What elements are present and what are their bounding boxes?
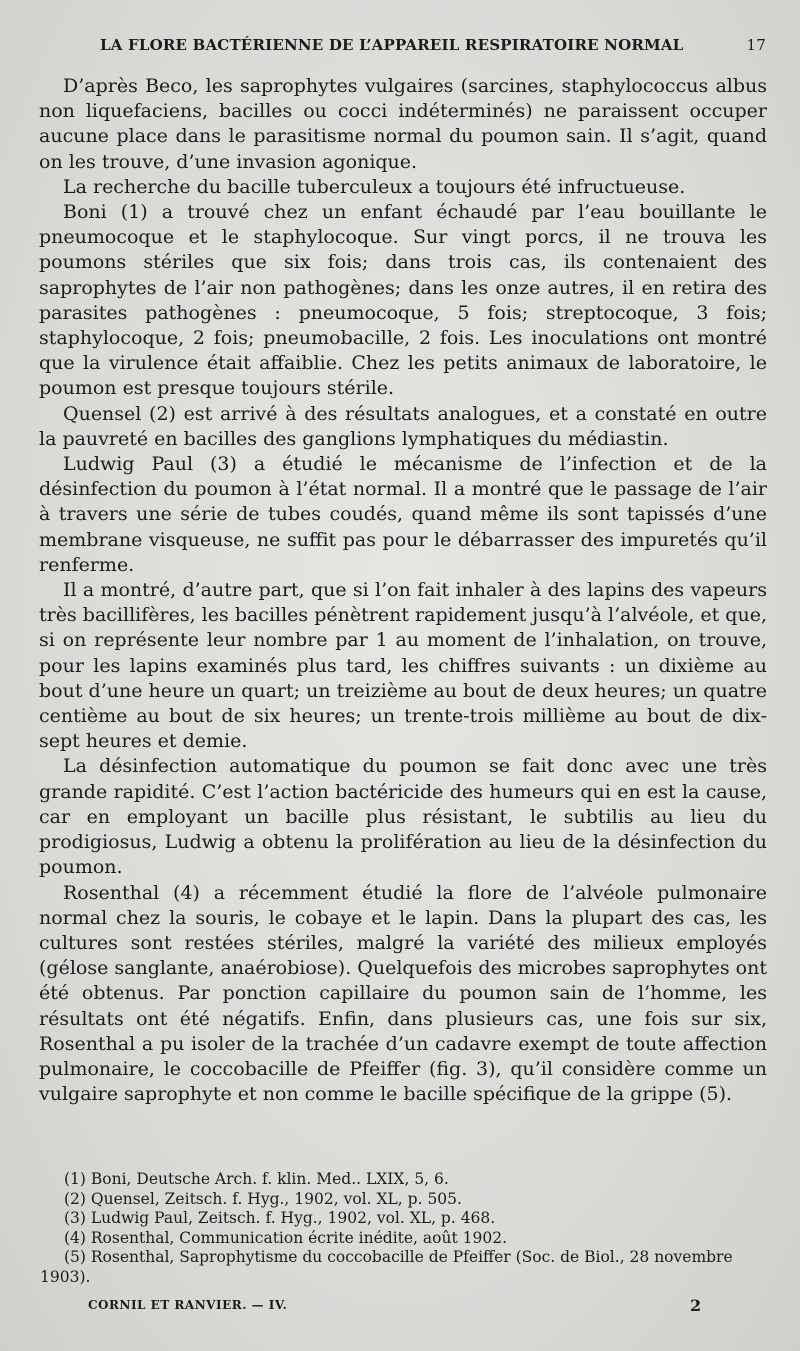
paragraph: Il a montré, d’autre part, que si l’on fait inhaler à des lapins des vapeurs très bacillifères, les bacilles pénètrent rapidement jusqu’à l’alvéole, et que, si on représente leur nombre par 1 au moment de l’inhalation, on trouve, pour les lapins examinés plus tard, les chiffres suivants : un dixième au bout d’une heure un quart; un treizième au bout de deux heures; un quatre centième au bout de six heures; un trente-trois millième au bout de dix-sept heures et demie.	[39, 579, 767, 753]
footnotes	[40, 1170, 768, 1287]
paragraph: D’après Beco, les saprophytes vulgaires (sarcines, staphylococcus albus non liquefaciens, bacilles ou cocci indéterminés) ne paraissent occuper aucune place dans le parasitisme normal du poumon sain. Il s’agit, quand on les trouve, d’une invasion agonique.	[39, 75, 767, 173]
paragraph: Rosenthal (4) a récemment étudié la flore de l’alvéole pulmonaire normal chez la souris, le cobaye et le lapin. Dans la plupart des cas, les cultures sont restées stériles, malgré la variété des milieux employés (gélose sanglante, anaérobiose). Quelquefois des microbes saprophytes ont été obtenus. Par ponction capillaire du poumon sain de l’homme, les résultats ont été négatifs. Enfin, dans plusieurs cas, une fois sur six, Rosenthal a pu isoler de la trachée d’un cadavre exempt de toute affection pulmonaire, le coccobacille de Pfeiffer (fig. 3), qu’il considère comme un vulgaire saprophyte et non comme le bacille spécifique de la grippe (5).	[39, 881, 767, 1106]
footnote: (4) Rosenthal, Communication écrite inédite, août 1902.	[64, 1228, 507, 1247]
footnote: (1) Boni, Deutsche Arch. f. klin. Med.. LXIX, 5, 6.	[64, 1170, 449, 1188]
body-text	[39, 74, 767, 1107]
footnote: (3) Ludwig Paul, Zeitsch. f. Hyg., 1902, vol. XL, p. 468.	[64, 1209, 496, 1227]
signature-number: 2	[690, 1296, 702, 1315]
footnote: (5) Rosenthal, Saprophytisme du coccobacille de Pfeiffer (Soc. de Biol., 28 novembre 1903).	[40, 1248, 733, 1286]
page-number: 17	[746, 36, 766, 54]
running-title: LA FLORE BACTÉRIENNE DE L’APPAREIL RESPIRATOIRE NORMAL	[100, 36, 684, 54]
paragraph: La désinfection automatique du poumon se fait donc avec une très grande rapidité. C’est l’action bactéricide des humeurs qui en est la cause, car en employant un bacille plus résistant, le subtilis au lieu du prodigiosus, Ludwig a obtenu la prolifération au lieu de la désinfection du poumon.	[39, 755, 767, 879]
signature-mark: CORNIL ET RANVIER. — IV.	[88, 1298, 288, 1312]
footnote: (2) Quensel, Zeitsch. f. Hyg., 1902, vol. XL, p. 505.	[64, 1189, 462, 1208]
paragraph: La recherche du bacille tuberculeux a toujours été infructueuse.	[63, 175, 686, 198]
page-footer	[40, 1296, 766, 1316]
running-head	[40, 36, 766, 58]
paragraph: Ludwig Paul (3) a étudié le mécanisme de l’infection et de la désinfection du poumon à l’état normal. Il a montré que le passage de l’air à travers une série de tubes coudés, quand même ils sont tapissés d’une membrane visqueuse, ne suffit pas pour le débarrasser des impuretés qu’il renferme.	[39, 453, 767, 576]
paragraph: Quensel (2) est arrivé à des résultats analogues, et a constaté en outre la pauvreté en bacilles des ganglions lymphatiques du médiastin.	[39, 402, 767, 450]
paragraph: Boni (1) a trouvé chez un enfant échaudé par l’eau bouillante le pneumocoque et le staphylocoque. Sur vingt porcs, il ne trouva les poumons stériles que six fois; dans trois cas, ils contenaient des saprophytes de l’air non pathogènes; dans les onze autres, il en retira des parasites pathogènes : pneumocoque, 5 fois; streptocoque, 3 fois; staphylocoque, 2 fois; pneumobacille, 2 fois. Les inoculations ont montré que la virulence était affaiblie. Chez les petits animaux de laboratoire, le poumon est presque toujours stérile.	[39, 201, 767, 400]
